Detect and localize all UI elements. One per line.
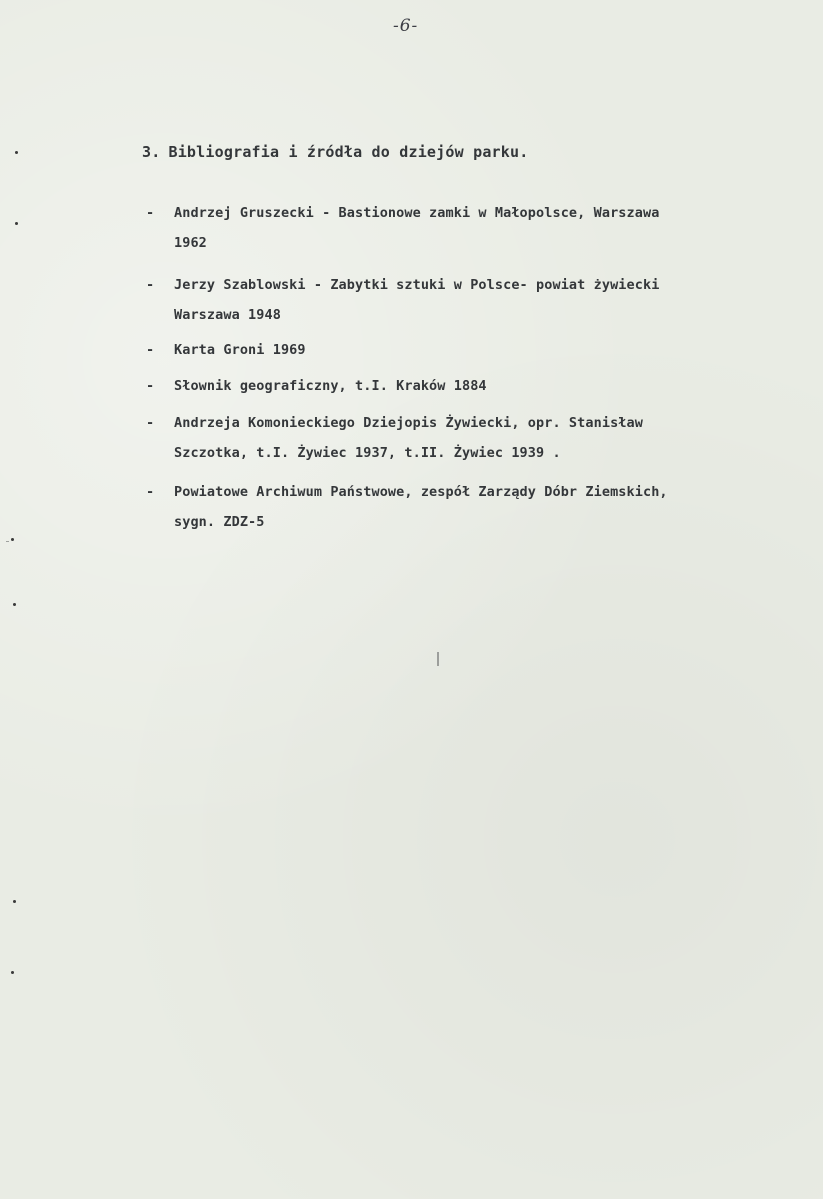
paper-speck [6, 541, 9, 542]
margin-dot [11, 538, 14, 541]
paper-speck [437, 652, 439, 666]
entry-line-1: Karta Groni 1969 [174, 342, 306, 358]
entry-line-1: Andrzeja Komonieckiego Dziejopis Żywiecki, opr. Stanisław [174, 415, 643, 431]
margin-dot [11, 971, 14, 974]
entry-dash: - [146, 342, 155, 358]
entry-line-1: Andrzej Gruszecki - Bastionowe zamki w Małopolsce, Warszawa [174, 205, 660, 221]
entry-line-1: Słownik geograficzny, t.I. Kraków 1884 [174, 378, 487, 394]
entry-line-2: Warszawa 1948 [174, 307, 281, 323]
section-number: 3. [142, 143, 161, 161]
entry-dash: - [146, 415, 155, 431]
margin-dot [13, 900, 16, 903]
entry-line-2: sygn. ZDZ-5 [174, 514, 265, 530]
entry-line-2: Szczotka, t.I. Żywiec 1937, t.II. Żywiec 1939 . [174, 445, 561, 461]
margin-dot [13, 603, 16, 606]
section-title: Bibliografia i źródła do dziejów parku. [168, 143, 529, 161]
entry-dash: - [146, 484, 155, 500]
margin-dot [15, 151, 18, 154]
entry-dash: - [146, 205, 155, 221]
entry-line-2: 1962 [174, 235, 207, 251]
entry-dash: - [146, 277, 155, 293]
page-number: -6- [393, 16, 419, 36]
entry-dash: - [146, 378, 155, 394]
entry-line-1: Jerzy Szablowski - Zabytki sztuki w Polsce- powiat żywiecki [174, 277, 660, 293]
section-heading [142, 143, 528, 161]
entry-line-1: Powiatowe Archiwum Państwowe, zespół Zarządy Dóbr Ziemskich, [174, 484, 668, 500]
margin-dot [15, 222, 18, 225]
